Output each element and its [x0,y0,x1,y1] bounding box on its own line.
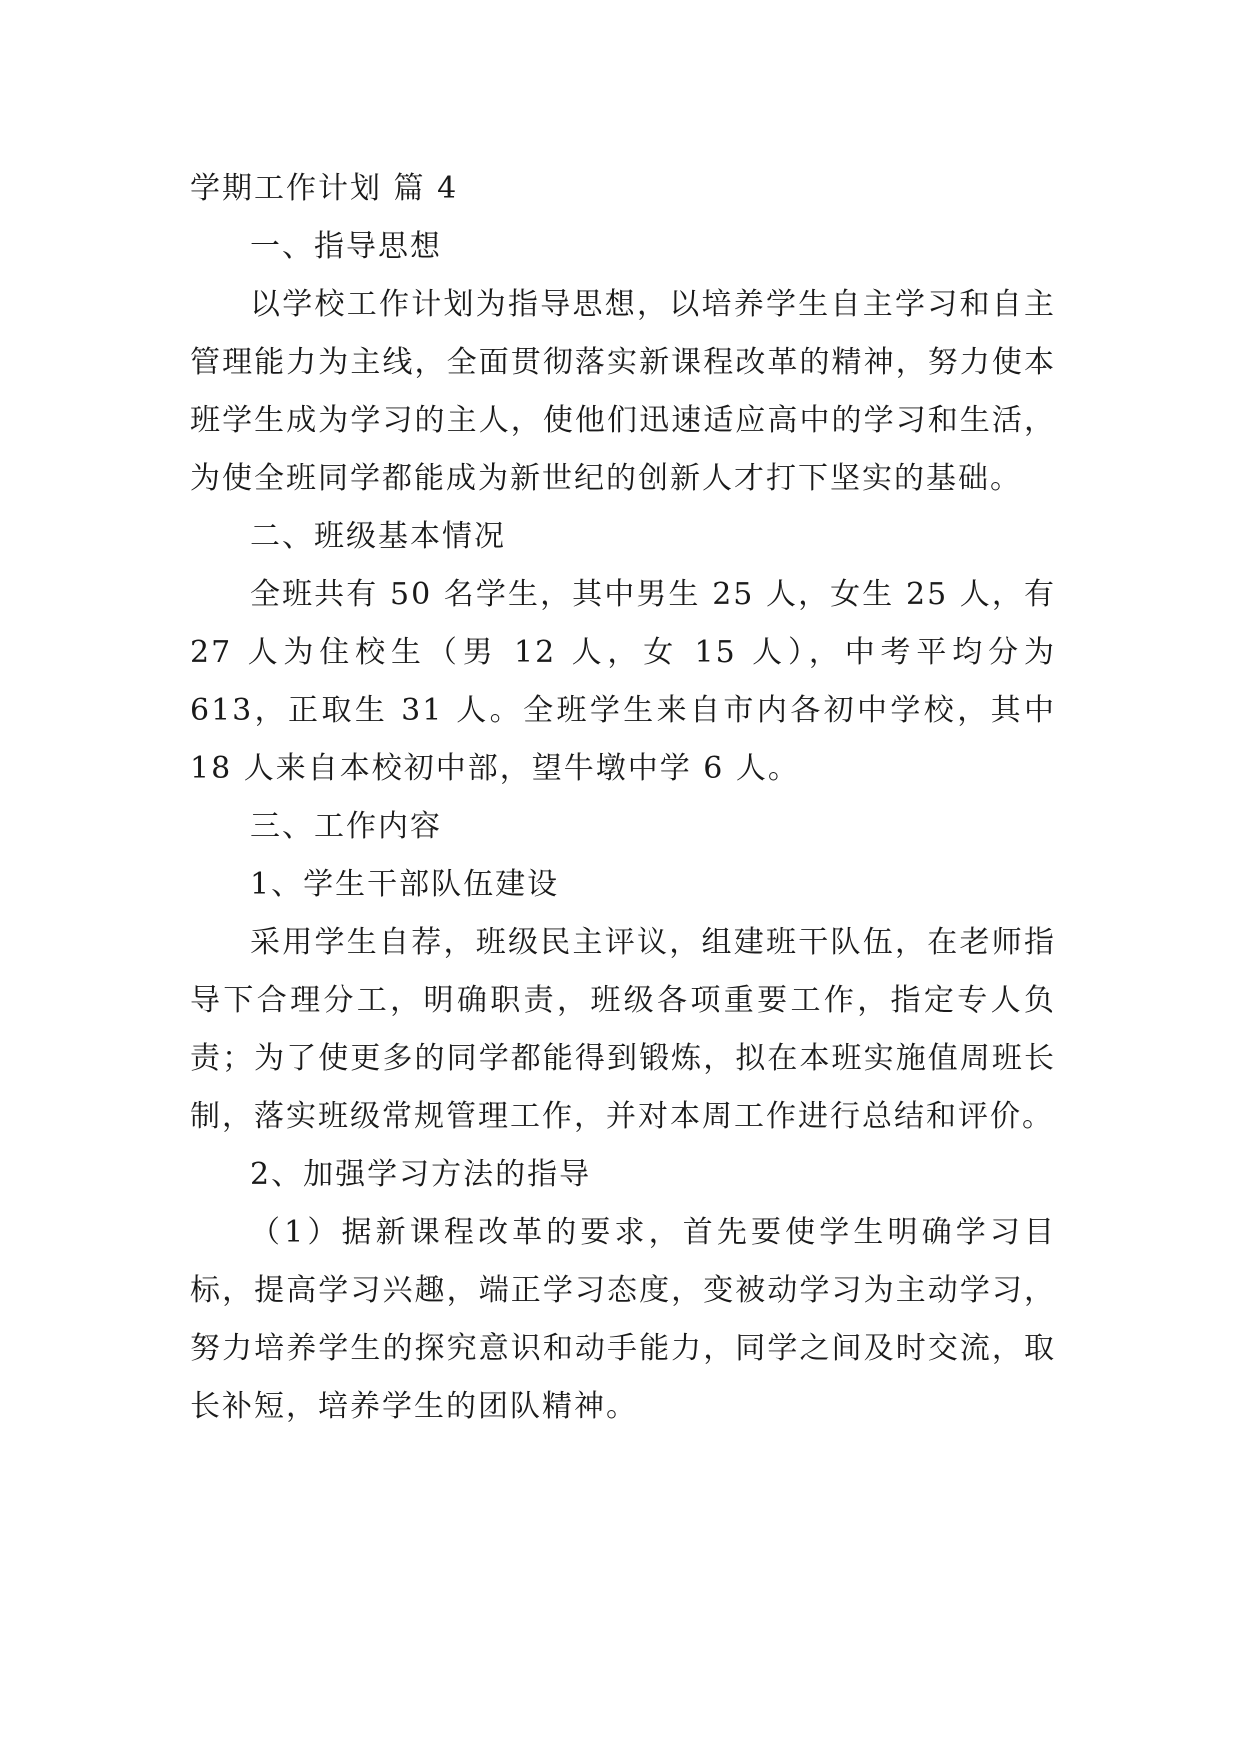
document-title: 学期工作计划 篇 4 [190,171,459,206]
section-heading-class-situation: 二、班级基本情况 [250,519,506,554]
section-heading-guiding-ideology: 一、指导思想 [250,229,442,264]
document-page [190,160,1056,1436]
paragraph-guiding-ideology: 以学校工作计划为指导思想，以培养学生自主学习和自主管理能力为主线，全面贯彻落实新课程改革的精神，努力使本班学生成为学习的主人，使他们迅速适应高中的学习和生活，为使全班同学都能成为新世纪的创新人才打下坚实的基础。 [190,287,1056,496]
paragraph-study-methods-1: （1）据新课程改革的要求，首先要使学生明确学习目标，提高学习兴趣，端正学习态度，变被动学习为主动学习，努力培养学生的探究意识和动手能力，同学之间及时交流，取长补短，培养学生的团队精神。 [190,1215,1056,1424]
paragraph-student-cadre: 采用学生自荐，班级民主评议，组建班干队伍，在老师指导下合理分工，明确职责，班级各项重要工作，指定专人负责；为了使更多的同学都能得到锻炼，拟在本班实施值周班长制，落实班级常规管理工作，并对本周工作进行总结和评价。 [190,925,1056,1134]
paragraph-class-situation: 全班共有 50 名学生，其中男生 25 人，女生 25 人，有 27 人为住校生（男 12 人，女 15 人），中考平均分为 613，正取生 31 人。全班学生来自市内各初中学校，其中 18 人来自本校初中部，望牛墩中学 6 人。 [190,577,1056,786]
subheading-study-methods: 2、加强学习方法的指导 [250,1157,592,1192]
section-heading-work-content: 三、工作内容 [250,809,442,844]
subheading-student-cadre: 1、学生干部队伍建设 [250,867,560,902]
